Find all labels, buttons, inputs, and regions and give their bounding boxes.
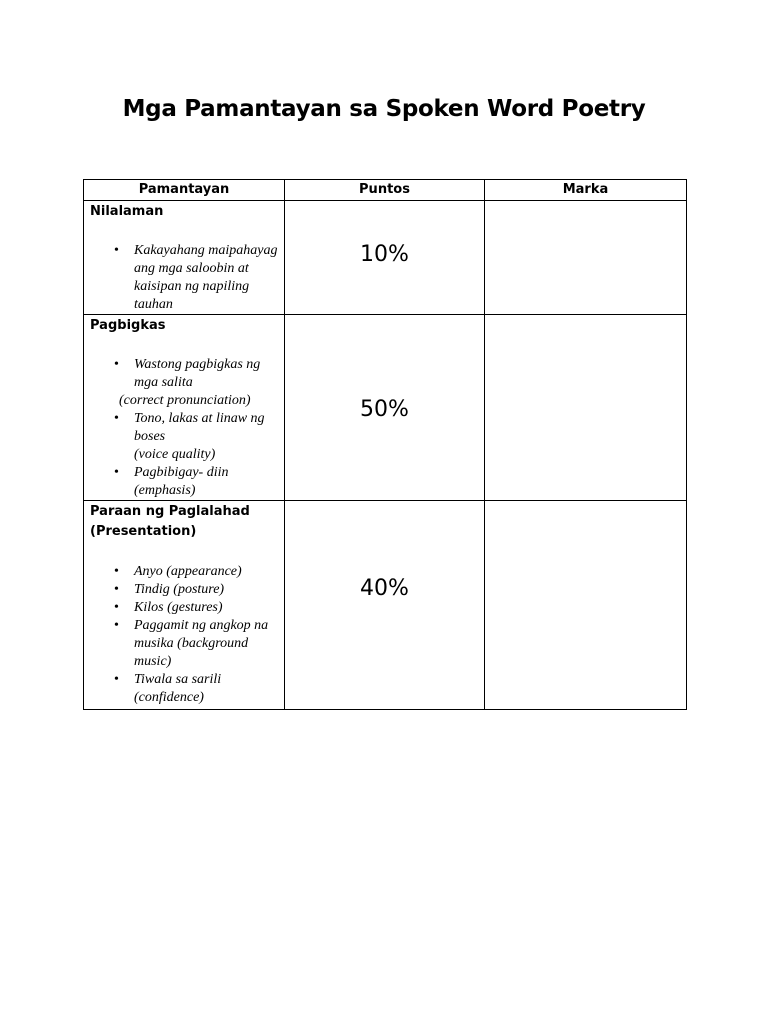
list-item: • Paggamit ng angkop na musika (background music) xyxy=(134,617,284,671)
list-item: • Pagbibigay- diin (emphasis) xyxy=(134,464,284,500)
criterion-list xyxy=(84,563,284,707)
criterion-title: Nilalaman xyxy=(90,204,164,219)
criterion-list xyxy=(84,464,284,500)
criterion-list xyxy=(84,242,284,314)
points-value: 10% xyxy=(360,242,409,267)
criterion-title: Paraan ng Paglalahad xyxy=(90,504,250,519)
points-cell xyxy=(285,501,485,710)
list-item: • Tiwala sa sarili (confidence) xyxy=(134,671,284,707)
header-marka: Marka xyxy=(485,180,687,201)
header-puntos: Puntos xyxy=(285,180,485,201)
rubric-table xyxy=(83,179,687,710)
criterion-list xyxy=(84,410,284,446)
list-item-note: (correct pronunciation) xyxy=(119,393,251,408)
table-header-row xyxy=(84,180,687,201)
points-value: 50% xyxy=(360,397,409,422)
list-item: • Kilos (gestures) xyxy=(134,599,284,617)
table-row xyxy=(84,201,687,315)
criterion-subtitle: (Presentation) xyxy=(90,524,197,539)
marka-cell[interactable] xyxy=(485,201,687,315)
points-value: 40% xyxy=(360,575,409,601)
table-row xyxy=(84,315,687,501)
list-item: • Kakayahang maipahayag ang mga saloobin at kaisipan ng napiling tauhan xyxy=(134,242,284,314)
table-row xyxy=(84,501,687,710)
list-item: • Wastong pagbigkas ng mga salita xyxy=(134,356,284,392)
marka-cell[interactable] xyxy=(485,501,687,710)
criterion-list xyxy=(84,356,284,392)
header-pamantayan: Pamantayan xyxy=(84,180,285,201)
list-item-note: (voice quality) xyxy=(134,447,216,462)
criterion-cell xyxy=(84,201,285,315)
criterion-cell xyxy=(84,315,285,501)
criterion-title: Pagbigkas xyxy=(90,318,166,333)
list-item: • Anyo (appearance) xyxy=(134,563,284,581)
criterion-cell xyxy=(84,501,285,710)
points-cell xyxy=(285,201,485,315)
list-item: • Tono, lakas at linaw ng boses xyxy=(134,410,284,446)
points-cell xyxy=(285,315,485,501)
list-item: • Tindig (posture) xyxy=(134,581,284,599)
page-title: Mga Pamantayan sa Spoken Word Poetry xyxy=(122,96,646,122)
marka-cell[interactable] xyxy=(485,315,687,501)
